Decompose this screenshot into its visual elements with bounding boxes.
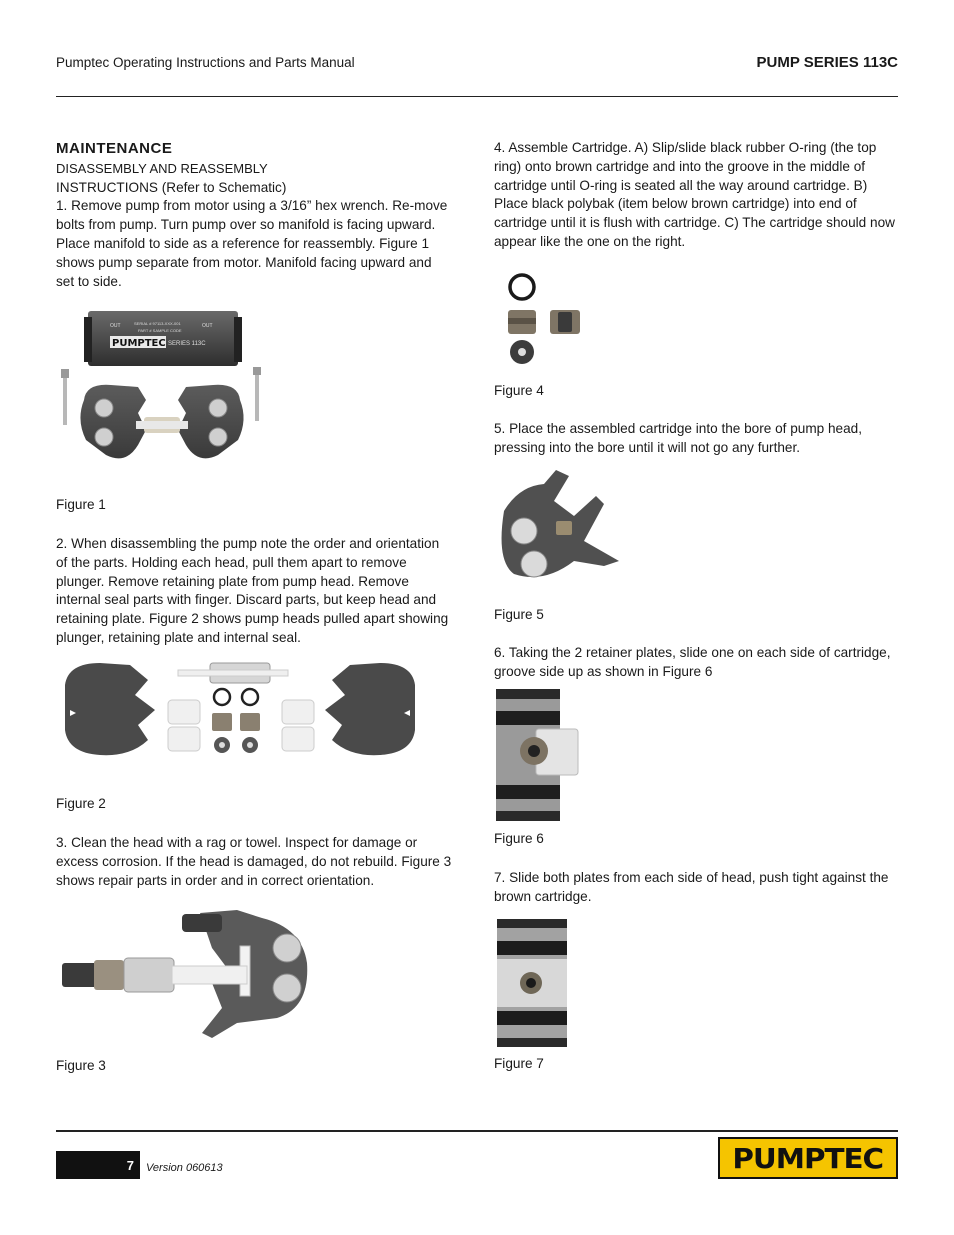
step-4-text: 4. Assemble Cartridge. A) Slip/slide black rubber O-ring (the top ring) onto brown cartridge and into the groove in the middle of cartridge until O-ring is seated all the way around cartridge. B) Place black polybak (item below brown cartridge) into end of cartridge until it is flush with cartridge. C) The cartridge should now appear like the one on the right. [494,140,895,249]
page-number: 7 [56,1151,140,1179]
figure-3-caption: Figure 3 [56,1058,106,1073]
version-label: Version 060613 [146,1162,223,1174]
pumptec-logo-text: PUMPTEC [732,1141,884,1175]
manifold-brand: PUMPTEC [112,338,166,349]
step-4-block [494,139,899,252]
left-column [56,140,451,291]
step-2-block [56,535,451,648]
figure-4-caption: Figure 4 [494,383,544,398]
figure-5-image [494,466,624,591]
figure-2-image [60,655,420,765]
step-6-block [494,644,899,682]
manual-title: Pumptec Operating Instructions and Parts Manual [56,55,355,70]
step-6-text: 6. Taking the 2 retainer plates, slide one on each side of cartridge, groove side up as shown in Figure 6 [494,645,891,679]
manifold-out-left: OUT [110,323,121,329]
figure-6-image [496,689,586,821]
figure-2-caption: Figure 2 [56,796,106,811]
step-7-block [494,869,899,907]
figure-5-caption: Figure 5 [494,607,544,622]
manifold-series: SERIES 113C [168,341,206,347]
header-divider [56,96,898,97]
section-subheading-1: DISASSEMBLY AND REASSEMBLY [56,160,268,176]
section-subheading-2: INSTRUCTIONS (Refer to Schematic) [56,179,287,195]
pumptec-logo [718,1137,898,1179]
figure-6-caption: Figure 6 [494,831,544,846]
step-3-text: 3. Clean the head with a rag or towel. Inspect for damage or excess corrosion. If the head is damaged, do not rebuild. Figure 3 shows repair parts in order and in correct orientation. [56,835,452,888]
figure-1-image [56,305,271,470]
series-title: PUMP SERIES 113C [756,54,898,71]
step-1-text: 1. Remove pump from motor using a 3/16” hex wrench. Re-move bolts from pump. Turn pump over so manifold is facing upward. Place manifold to side as a reference for reassembly. Figure 1 shows pump separate from motor. Manifold facing upward and set to side. [56,198,448,289]
step-5-text: 5. Place the assembled cartridge into the bore of pump head, pressing into the bore until it will not go any further. [494,421,863,455]
manifold-out-right: OUT [202,323,213,329]
step-2-text: 2. When disassembling the pump note the order and orientation of the parts. Holding each head, pull them apart to remove plunger. Remove retaining plate from pump head. Remove internal seal parts with finger. Discard parts, but keep head and retaining plate. Figure 2 shows pump heads pulled apart showing plunger, retaining plate and internal seal. [56,536,449,645]
figure-1-caption: Figure 1 [56,497,106,512]
section-heading: MAINTENANCE [56,140,173,157]
step-7-text: 7. Slide both plates from each side of head, push tight against the brown cartridge. [494,870,889,904]
step-5-block [494,420,899,458]
figure-7-caption: Figure 7 [494,1056,544,1071]
step-3-block [56,834,456,890]
manifold-part: PART # SAMPLE CODE [138,328,182,333]
figure-3-image [62,908,312,1043]
figure-4-image [498,268,588,373]
footer-divider [56,1130,898,1132]
manifold-serial: SERIAL # 97113-XXX-001 [134,321,181,326]
figure-7-image [497,919,569,1047]
